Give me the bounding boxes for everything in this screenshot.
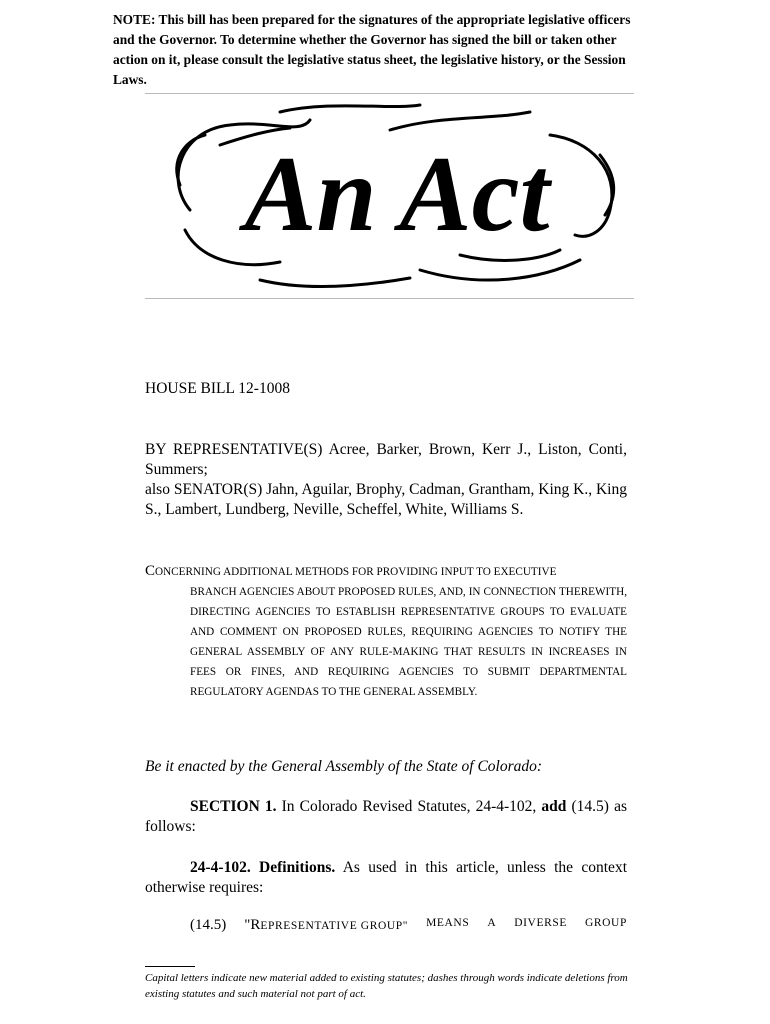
- title-rest: BRANCH AGENCIES ABOUT PROPOSED RULES, AND, IN CONNECTION THEREWITH, DIRECTING AGENCIES TO ESTABLISH REPRESENTATIVE GROUPS TO EVALUATE AND COMMENT ON PROPOSED RULES, REQUIRING AGENCIES TO NOTIFY THE GENERAL ASSEMBLY OF ANY RULE-MAKING THAT RESULTS IN INCREASES IN FEES OR FINES, AND REQUIRING AGENCIES TO SUBMIT DEPARTMENTAL REGULATORY AGENDAS TO THE GENERAL ASSEMBLY.: [190, 586, 627, 698]
- section-1: [145, 797, 627, 837]
- sponsors: [145, 440, 627, 520]
- senators: also SENATOR(S) Jahn, Aguilar, Brophy, Cadman, Grantham, King K., King S., Lambert, Lundberg, Neville, Scheffel, White, Williams S.: [145, 481, 627, 518]
- title-first-line: ONCERNING ADDITIONAL METHODS FOR PROVIDING INPUT TO EXECUTIVE: [155, 566, 557, 578]
- enacting-clause: Be it enacted by the General Assembly of the State of Colorado:: [145, 758, 543, 775]
- section-1-heading: SECTION 1.: [190, 798, 277, 815]
- footnote-divider: [145, 966, 195, 967]
- subsection-word-4: DIVERSE: [514, 917, 567, 929]
- subsection-word-2: MEANS: [426, 917, 470, 929]
- subsection-number: (14.5): [190, 917, 227, 933]
- footnote: Capital letters indicate new material added to existing statutes; dashes through words indicate deletions from existing statutes and such material not part of act.: [145, 972, 628, 1000]
- definitions-heading: 24-4-102. Definitions.: [190, 859, 336, 876]
- section-1-text-a: In Colorado Revised Statutes, 24-4-102,: [276, 798, 542, 815]
- subsection-word-3: A: [487, 917, 497, 929]
- section-1-add: add: [541, 798, 567, 815]
- subsection-word-1b: EPRESENTATIVE GROUP": [260, 920, 409, 932]
- bill-number: HOUSE BILL 12-1008: [145, 380, 290, 397]
- top-divider: [145, 93, 634, 94]
- representatives: BY REPRESENTATIVE(S) Acree, Barker, Brown, Kerr J., Liston, Conti, Summers;: [145, 441, 627, 478]
- an-act-logo: [160, 100, 635, 295]
- subsection-word-1a: "R: [244, 917, 261, 933]
- bottom-divider: [145, 298, 634, 299]
- section-definitions: [145, 858, 627, 898]
- title-first-letter: C: [145, 563, 156, 579]
- bill-title: [145, 561, 627, 702]
- section-1-text-b: (14.5) as follows:: [145, 798, 627, 835]
- logo-text: An Act: [244, 135, 550, 254]
- subsection-14-5: [190, 917, 627, 934]
- subsection-word-5: GROUP: [584, 917, 627, 929]
- definitions-text: As used in this article, unless the context otherwise requires:: [145, 859, 627, 896]
- status-note: NOTE: This bill has been prepared for the signatures of the appropriate legislative officers and the Governor. To determine whether the Governor has signed the bill or taken other action on it, please consult the legislative status sheet, the legislative history, or the Session Laws.: [113, 12, 631, 87]
